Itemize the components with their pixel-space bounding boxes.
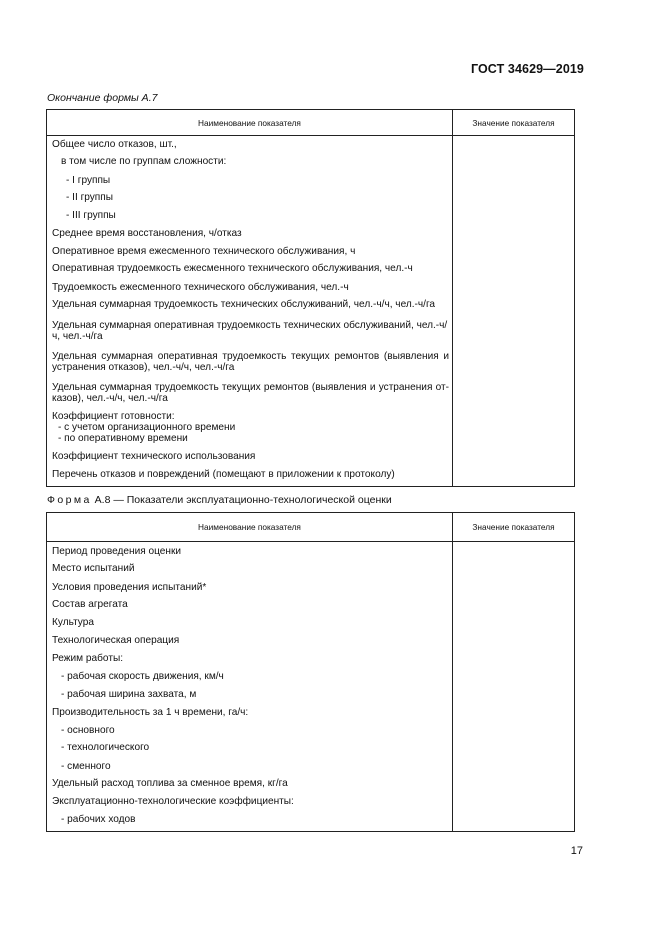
indicator-row: Производительность за 1 ч времени, га/ч: (52, 707, 249, 718)
indicator-row: - технологического (61, 742, 150, 753)
indicator-row: Место испытаний (52, 563, 135, 574)
document-code: ГОСТ 34629—2019 (470, 62, 584, 76)
indicator-row: - сменного (61, 760, 111, 772)
indicator-row: - рабочих ходов (61, 814, 136, 825)
indicator-row: Условия проведения испытаний* (52, 581, 207, 593)
indicator-row: в том числе по группам сложности: (61, 156, 227, 167)
column-header-value: Значение показателя (453, 513, 575, 542)
indicator-row: Удельная суммарная трудоемкость текущих ремонтов (выявления и устранения от-казов), чел.-ч/ч, чел.-ч/га (52, 382, 449, 404)
indicator-row: Оперативная трудоемкость ежесменного технического обслуживания, чел.-ч (52, 263, 413, 274)
indicator-names-cell (47, 136, 453, 487)
indicator-row: - III группы (66, 209, 116, 221)
table2-caption: Форма А.8 — Показатели эксплуатационно-технологической оценки (47, 494, 392, 506)
indicator-row: Среднее время восстановления, ч/отказ (52, 228, 242, 239)
indicator-row: Общее число отказов, шт., (52, 138, 177, 150)
indicator-row: - рабочая ширина захвата, м (61, 688, 197, 700)
indicator-row: Удельная суммарная оперативная трудоемкость текущих ремонтов (выявления и устранения отказов), чел.-ч/ч, чел.-ч/га (52, 351, 449, 373)
indicator-row-readiness: Коэффициент готовности: - с учетом организационного времени - по оперативному времени (52, 411, 236, 444)
indicator-row: Эксплуатационно-технологические коэффициенты: (52, 795, 294, 807)
indicator-row: Режим работы: (52, 652, 124, 664)
indicator-row: - рабочая скорость движения, км/ч (61, 671, 224, 682)
table1-caption: Окончание формы А.7 (47, 92, 158, 104)
indicator-values-cell (453, 542, 575, 832)
column-header-name: Наименование показателя (47, 513, 453, 542)
column-header-value: Значение показателя (453, 110, 575, 136)
page-number: 17 (570, 845, 583, 857)
indicator-values-cell (453, 136, 575, 487)
table-form-a8 (46, 512, 575, 832)
indicator-row: - основного (61, 724, 115, 736)
indicator-row: Удельная суммарная трудоемкость технических обслуживаний, чел.-ч/ч, чел.-ч/га (52, 299, 436, 310)
indicator-row: - II группы (66, 192, 113, 203)
indicator-row: Коэффициент технического использования (52, 450, 256, 462)
indicator-row: Период проведения оценки (52, 545, 182, 557)
indicator-row: Состав агрегата (52, 599, 128, 610)
indicator-names-cell (47, 542, 453, 832)
indicator-row: Технологическая операция (52, 635, 180, 646)
column-header-name: Наименование показателя (47, 110, 453, 136)
indicator-row: Оперативное время ежесменного технического обслуживания, ч (52, 245, 356, 257)
indicator-row: Удельная суммарная оперативная трудоемкость технических обслуживаний, чел.-ч/ч, чел.-ч/га (52, 320, 448, 342)
table-form-a7 (46, 109, 575, 487)
indicator-row: - I группы (66, 174, 111, 186)
indicator-row: Удельный расход топлива за сменное время, кг/га (52, 778, 288, 789)
indicator-row: Трудоемкость ежесменного технического обслуживания, чел.-ч (52, 281, 349, 293)
indicator-row: Перечень отказов и повреждений (помещают в приложении к протоколу) (52, 469, 395, 480)
indicator-row: Культура (52, 616, 94, 628)
